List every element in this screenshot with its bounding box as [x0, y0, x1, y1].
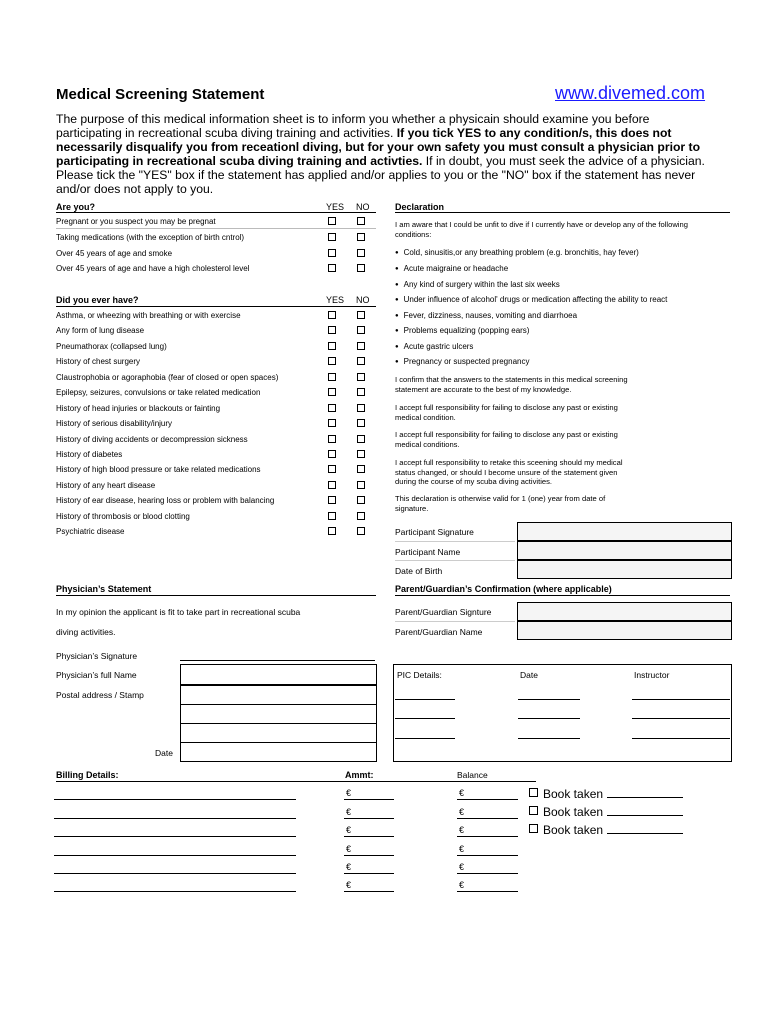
condition-text: Fever, dizziness, nauses, vomiting and diarrhoea	[403, 311, 578, 320]
divider	[395, 541, 515, 542]
amount-line[interactable]	[344, 836, 394, 837]
question-label: History of diving accidents or decompression sickness	[56, 435, 248, 444]
pic-instructor-label: Instructor	[634, 670, 670, 680]
question-label: Asthma, or wheezing with breathing or with exercise	[56, 311, 241, 320]
no-checkbox[interactable]	[357, 512, 365, 520]
billing-detail-line[interactable]	[54, 855, 296, 856]
physician-opinion-line-1: In my opinion the applicant is fit to take part in recreational scuba	[56, 607, 301, 617]
yes-checkbox[interactable]	[328, 527, 336, 535]
yes-checkbox[interactable]	[328, 465, 336, 473]
no-checkbox[interactable]	[357, 264, 365, 272]
yes-checkbox[interactable]	[328, 326, 336, 334]
question-label: Claustrophobia or agoraphobia (fear of closed or open spaces)	[56, 373, 279, 382]
bullet-icon: ●	[395, 281, 399, 288]
divider	[395, 560, 515, 561]
guardian-signature-label: Parent/Guardian Signture	[395, 607, 492, 617]
question-label: History of thrombosis or blood clotting	[56, 512, 190, 521]
guardian-heading: Parent/Guardian’s Confirmation (where applicable)	[395, 584, 612, 594]
question-label: History of head injuries or blackouts or fainting	[56, 404, 221, 413]
bullet-icon: ●	[395, 249, 399, 256]
pic-instructor-line[interactable]	[632, 718, 730, 719]
no-checkbox[interactable]	[357, 311, 365, 319]
amount-line[interactable]	[344, 799, 394, 800]
currency-symbol: €	[346, 807, 352, 817]
pic-details-box	[393, 664, 732, 762]
intro-text-3: If in doubt, you must seek the advice of a physician. Please tick the "YES" box if the statement has applied and/or applies to you or the "NO" box if the statement has never and/or does not apply to you.	[56, 154, 705, 196]
responsibility-statement-3: I accept full responsibility to retake this sceening should my medical status changed, or should I become unsure of the statement given during the course of my scuba diving activities.	[395, 458, 623, 486]
bullet-icon: ●	[395, 327, 399, 334]
divider	[395, 595, 730, 596]
no-checkbox[interactable]	[357, 249, 365, 257]
physician-heading: Physician’s Statement	[56, 584, 152, 594]
pic-date-line[interactable]	[518, 718, 580, 719]
physician-date-field[interactable]	[180, 742, 377, 762]
no-checkbox[interactable]	[357, 388, 365, 396]
question-label: Epilepsy, seizures, convulsions or take related medication	[56, 388, 261, 397]
no-checkbox[interactable]	[357, 450, 365, 458]
divider	[56, 306, 376, 307]
divider	[56, 228, 376, 229]
amount-header: Ammt:	[345, 770, 374, 780]
declaration-intro: I am aware that I could be unfit to dive if I currently have or develop any of the following conditions:	[395, 220, 688, 239]
yes-checkbox[interactable]	[328, 342, 336, 350]
participant-signature-label: Participant Signature	[395, 527, 474, 537]
validity-statement: This declaration is otherwise valid for 1 (one) year from date of signature.	[395, 494, 606, 513]
no-header-2: NO	[356, 295, 370, 305]
yes-checkbox[interactable]	[328, 388, 336, 396]
no-checkbox[interactable]	[357, 342, 365, 350]
billing-detail-line[interactable]	[54, 818, 296, 819]
divider	[56, 212, 376, 213]
condition-item	[395, 357, 529, 366]
yes-checkbox[interactable]	[328, 450, 336, 458]
condition-text: Acute gastric ulcers	[403, 342, 474, 351]
question-label: History of serious disability/injury	[56, 419, 173, 428]
declaration-heading: Declaration	[395, 202, 445, 212]
condition-item	[395, 295, 667, 304]
condition-item	[395, 326, 529, 335]
question-label: Pneumathorax (collapsed lung)	[56, 342, 167, 351]
physician-name-label: Physician’s full Name	[56, 670, 137, 680]
yes-checkbox[interactable]	[328, 512, 336, 520]
physician-name-field[interactable]	[180, 664, 377, 685]
book-taken-line[interactable]	[607, 822, 683, 834]
pic-details-line[interactable]	[395, 718, 455, 719]
pic-details-line[interactable]	[395, 738, 455, 739]
condition-text: Pregnancy or suspected pregnancy	[403, 357, 530, 366]
no-checkbox[interactable]	[357, 217, 365, 225]
postal-address-label: Postal address / Stamp	[56, 690, 144, 700]
yes-checkbox[interactable]	[328, 373, 336, 381]
balance-header: Balance	[457, 770, 488, 780]
yes-checkbox[interactable]	[328, 404, 336, 412]
condition-item	[395, 311, 577, 320]
question-label: Over 45 years of age and have a high cholesterol level	[56, 264, 250, 273]
question-label: History of chest surgery	[56, 357, 141, 366]
yes-header: YES	[326, 202, 345, 212]
pic-date-line[interactable]	[518, 699, 580, 700]
billing-detail-line[interactable]	[54, 873, 296, 874]
book-taken-checkbox[interactable]	[529, 788, 538, 797]
page-title: Medical Screening Statement	[56, 86, 265, 103]
book-taken-line[interactable]	[607, 786, 683, 798]
yes-checkbox[interactable]	[328, 419, 336, 427]
question-label: Any form of lung disease	[56, 326, 145, 335]
yes-checkbox[interactable]	[328, 264, 336, 272]
no-checkbox[interactable]	[357, 435, 365, 443]
guardian-name-field[interactable]	[517, 621, 732, 640]
date-of-birth-label: Date of Birth	[395, 566, 443, 576]
condition-item	[395, 264, 508, 273]
participant-signature-field[interactable]	[517, 522, 732, 541]
pic-date-line[interactable]	[518, 738, 580, 739]
postal-address-field-2[interactable]	[180, 704, 377, 724]
yes-checkbox[interactable]	[328, 217, 336, 225]
yes-checkbox[interactable]	[328, 311, 336, 319]
postal-address-field-3[interactable]	[180, 723, 377, 743]
amount-line[interactable]	[344, 873, 394, 874]
book-taken-row	[529, 786, 683, 801]
balance-line[interactable]	[457, 836, 518, 837]
book-taken-checkbox[interactable]	[529, 824, 538, 833]
no-checkbox[interactable]	[357, 373, 365, 381]
no-checkbox[interactable]	[357, 496, 365, 504]
balance-line[interactable]	[457, 891, 518, 892]
no-checkbox[interactable]	[357, 527, 365, 535]
condition-text: Acute maigraine or headache	[403, 264, 509, 273]
question-label: Taking medications (with the exception of birth cntrol)	[56, 233, 245, 242]
date-of-birth-field[interactable]	[517, 560, 732, 579]
balance-line[interactable]	[457, 855, 518, 856]
postal-address-field-1[interactable]	[180, 685, 377, 705]
currency-symbol: €	[346, 880, 352, 890]
book-taken-checkbox[interactable]	[529, 806, 538, 815]
currency-symbol: €	[459, 788, 465, 798]
condition-text: Any kind of surgery within the last six weeks	[403, 280, 560, 289]
are-you-heading: Are you?	[56, 202, 96, 212]
billing-detail-line[interactable]	[54, 891, 296, 892]
condition-text: Problems equalizing (popping ears)	[403, 326, 530, 335]
guardian-name-label: Parent/Guardian Name	[395, 627, 483, 637]
no-checkbox[interactable]	[357, 481, 365, 489]
question-label: History of diabetes	[56, 450, 123, 459]
question-label: History of any heart disease	[56, 481, 156, 490]
intro-paragraph	[56, 112, 716, 196]
divider	[56, 781, 536, 782]
amount-line[interactable]	[344, 855, 394, 856]
book-taken-row	[529, 804, 683, 819]
physician-signature-line[interactable]	[180, 660, 375, 661]
pic-details-line[interactable]	[395, 699, 455, 700]
pic-date-label: Date	[520, 670, 538, 680]
pic-instructor-line[interactable]	[632, 738, 730, 739]
bullet-icon: ●	[395, 358, 399, 365]
billing-detail-line[interactable]	[54, 836, 296, 837]
participant-name-field[interactable]	[517, 541, 732, 560]
confirm-statement: I confirm that the answers to the statements in this medical screening statement are accurate to the best of my knowledge.	[395, 375, 628, 394]
yes-header-2: YES	[326, 295, 345, 305]
amount-line[interactable]	[344, 891, 394, 892]
question-label: Over 45 years of age and smoke	[56, 249, 173, 258]
pic-instructor-line[interactable]	[632, 699, 730, 700]
yes-checkbox[interactable]	[328, 357, 336, 365]
question-label: History of high blood pressure or take related medications	[56, 465, 261, 474]
currency-symbol: €	[346, 862, 352, 872]
amount-line[interactable]	[344, 818, 394, 819]
condition-item	[395, 280, 560, 289]
did-you-ever-heading: Did you ever have?	[56, 295, 139, 305]
currency-symbol: €	[459, 807, 465, 817]
no-checkbox[interactable]	[357, 326, 365, 334]
condition-text: Cold, sinusitis,or any breathing problem (e.g. bronchitis, hay fever)	[403, 248, 639, 257]
question-label: History of ear disease, hearing loss or problem with balancing	[56, 496, 275, 505]
currency-symbol: €	[346, 844, 352, 854]
physician-date-label: Date	[155, 748, 173, 758]
divider	[395, 621, 515, 622]
billing-heading: Billing Details:	[56, 770, 119, 780]
currency-symbol: €	[346, 825, 352, 835]
no-header: NO	[356, 202, 370, 212]
question-label: Pregnant or you suspect you may be pregnat	[56, 217, 216, 226]
currency-symbol: €	[459, 880, 465, 890]
divider	[395, 212, 730, 213]
responsibility-statement-1: I accept full responsibility for failing to disclose any past or existing medical condition.	[395, 403, 618, 422]
balance-line[interactable]	[457, 873, 518, 874]
responsibility-statement-2: I accept full responsibility for failing to disclose any past or existing medical conditions.	[395, 430, 618, 449]
condition-text: Under influence of alcohol' drugs or medication affecting the ability to react	[403, 295, 668, 304]
participant-name-label: Participant Name	[395, 547, 461, 557]
website-link[interactable]: www.divemed.com	[555, 83, 706, 103]
condition-item	[395, 248, 639, 257]
intro-text-1: The purpose of this medical information sheet is to inform you whether a physicain should examine you before participating in recreational scuba diving training and activities.	[56, 112, 650, 140]
condition-item	[395, 342, 473, 351]
no-checkbox[interactable]	[357, 404, 365, 412]
no-checkbox[interactable]	[357, 357, 365, 365]
bullet-icon: ●	[395, 296, 399, 303]
balance-line[interactable]	[457, 818, 518, 819]
yes-checkbox[interactable]	[328, 435, 336, 443]
no-checkbox[interactable]	[357, 233, 365, 241]
question-label: Psychiatric disease	[56, 527, 125, 536]
physician-signature-label: Physician’s Signature	[56, 651, 138, 661]
divider	[56, 595, 376, 596]
billing-detail-line[interactable]	[54, 799, 296, 800]
currency-symbol: €	[346, 788, 352, 798]
currency-symbol: €	[459, 825, 465, 835]
intro-text-bold: If you tick YES to any condition/s, this does not necessarily disqualify you from receationl diving, but for your own safety you must consult a physician prior to participating in recreational scuba diving training and activties.	[56, 126, 701, 168]
bullet-icon: ●	[395, 312, 399, 319]
bullet-icon: ●	[395, 265, 399, 272]
no-checkbox[interactable]	[357, 465, 365, 473]
yes-checkbox[interactable]	[328, 481, 336, 489]
bullet-icon: ●	[395, 343, 399, 350]
book-taken-label: Book taken	[543, 805, 604, 819]
currency-symbol: €	[459, 862, 465, 872]
physician-opinion-line-2: diving activities.	[56, 627, 116, 637]
guardian-signature-field[interactable]	[517, 602, 732, 621]
book-taken-label: Book taken	[543, 823, 604, 837]
no-checkbox[interactable]	[357, 419, 365, 427]
balance-line[interactable]	[457, 799, 518, 800]
book-taken-label: Book taken	[543, 787, 604, 801]
yes-checkbox[interactable]	[328, 249, 336, 257]
yes-checkbox[interactable]	[328, 496, 336, 504]
pic-details-label: PIC Details:	[397, 670, 442, 680]
currency-symbol: €	[459, 844, 465, 854]
book-taken-row	[529, 822, 683, 837]
yes-checkbox[interactable]	[328, 233, 336, 241]
book-taken-line[interactable]	[607, 804, 683, 816]
